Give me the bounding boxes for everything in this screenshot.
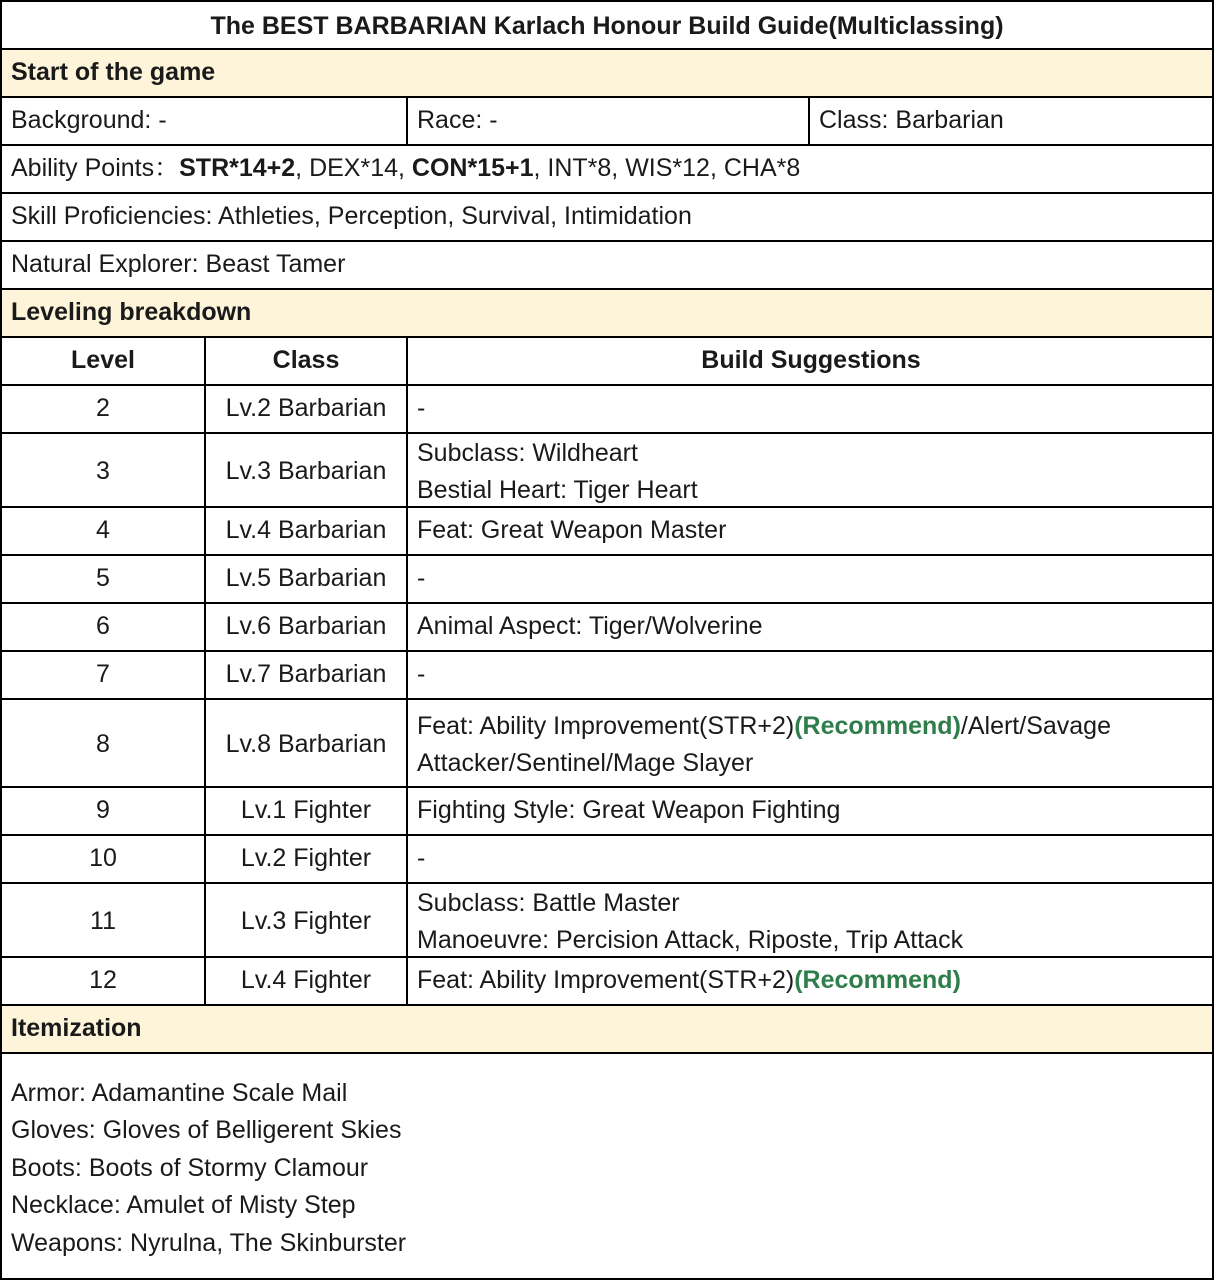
- suggestion-cell: Subclass: Battle Master Manoeuvre: Percision Attack, Riposte, Trip Attack: [406, 884, 1214, 958]
- ability-dex: , DEX*14,: [295, 154, 412, 182]
- level-cell: 7: [96, 660, 110, 688]
- suggestion-cell: Feat: Ability Improvement(STR+2)(Recommend): [406, 958, 1214, 1006]
- race-cell: [406, 98, 810, 146]
- list-item: Armor: Adamantine Scale Mail: [11, 1079, 348, 1107]
- class-cell: Lv.3 Barbarian: [225, 456, 387, 485]
- level-cell: 12: [89, 966, 117, 994]
- ability-points-row: [0, 144, 1214, 194]
- suggestion-cell: Subclass: Wildheart Bestial Heart: Tiger Heart: [406, 434, 1214, 508]
- natural-explorer-row: Natural Explorer: Beast Tamer: [0, 240, 1214, 290]
- class-cell: Lv.2 Fighter: [240, 844, 372, 872]
- suggestion-cell: -: [417, 394, 426, 422]
- ability-points-label: Ability Points：: [11, 154, 180, 182]
- section-start-of-game: Start of the game: [0, 48, 1214, 98]
- level-cell: 8: [96, 729, 110, 758]
- class-cell: Lv.6 Barbarian: [225, 612, 387, 640]
- ability-str: STR*14+2: [179, 154, 296, 182]
- ability-rest: , INT*8, WIS*12, CHA*8: [533, 154, 801, 182]
- class-cell: [808, 98, 1214, 146]
- suggestion-cell: Feat: Great Weapon Master: [417, 516, 727, 544]
- table-row: [0, 554, 1214, 604]
- header-level: Level: [71, 346, 135, 374]
- header-class: Class: [204, 338, 406, 386]
- list-item: Gloves: Gloves of Belligerent Skies: [11, 1116, 402, 1145]
- header-build-suggestions: Build Suggestions: [406, 338, 1214, 386]
- table-row: [0, 602, 1214, 652]
- level-cell: 3: [96, 456, 110, 485]
- class-cell: Lv.1 Fighter: [240, 796, 372, 824]
- leveling-header-row: [0, 336, 1214, 386]
- background-value: Background: -: [11, 106, 167, 134]
- class-cell: Lv.4 Barbarian: [225, 516, 387, 544]
- section-leveling-breakdown: Leveling breakdown: [0, 288, 1214, 338]
- itemization-list: [0, 1052, 1214, 1280]
- suggestion-cell: Animal Aspect: Tiger/Wolverine: [417, 612, 763, 640]
- level-cell: 11: [90, 906, 116, 935]
- table-row: [0, 834, 1214, 884]
- class-cell: Lv.7 Barbarian: [225, 660, 387, 688]
- skill-proficiencies-row: Skill Proficiencies: Athleties, Perception, Survival, Intimidation: [0, 192, 1214, 242]
- suggestion-cell: -: [417, 660, 426, 688]
- level-cell: 6: [96, 612, 110, 640]
- class-cell: Lv.3 Fighter: [240, 906, 372, 935]
- level-cell: 2: [96, 394, 110, 422]
- level-cell: 10: [89, 844, 117, 872]
- background-cell: [2, 98, 406, 146]
- level-cell: 4: [96, 516, 110, 544]
- table-row: [0, 650, 1214, 700]
- section-itemization: Itemization: [0, 1004, 1214, 1054]
- ability-con: CON*15+1: [411, 154, 534, 182]
- table-row: [0, 698, 1214, 788]
- class-cell: Lv.2 Barbarian: [225, 394, 387, 422]
- class-cell: Lv.4 Fighter: [240, 966, 372, 994]
- level-cell: 9: [96, 796, 110, 824]
- suggestion-cell: Feat: Ability Improvement(STR+2)(Recommend)/Alert/Savage Attacker/Sentinel/Mage Slayer: [406, 700, 1214, 788]
- suggestion-cell: -: [417, 564, 426, 592]
- list-item: Weapons: Nyrulna, The Skinburster: [11, 1228, 407, 1257]
- table-row: [0, 384, 1214, 434]
- table-row: [0, 506, 1214, 556]
- table-row: [0, 786, 1214, 836]
- table-row: [0, 956, 1214, 1006]
- page-title: The BEST BARBARIAN Karlach Honour Build Guide(Multiclassing): [0, 0, 1214, 50]
- list-item: Boots: Boots of Stormy Clamour: [11, 1153, 369, 1182]
- list-item: Necklace: Amulet of Misty Step: [11, 1191, 356, 1220]
- class-cell: Lv.8 Barbarian: [225, 729, 387, 758]
- suggestion-cell: Fighting Style: Great Weapon Fighting: [417, 796, 841, 824]
- table-row: [0, 882, 1214, 958]
- class-cell: Lv.5 Barbarian: [225, 564, 387, 592]
- recommend-highlight: (Recommend): [794, 712, 961, 740]
- suggestion-cell: -: [417, 844, 426, 872]
- level-cell: 5: [96, 564, 110, 592]
- class-value: Class: Barbarian: [819, 106, 1004, 134]
- start-info-row: [0, 96, 1214, 146]
- race-value: Race: -: [417, 106, 498, 134]
- table-row: [0, 432, 1214, 508]
- recommend-highlight: (Recommend): [794, 966, 961, 994]
